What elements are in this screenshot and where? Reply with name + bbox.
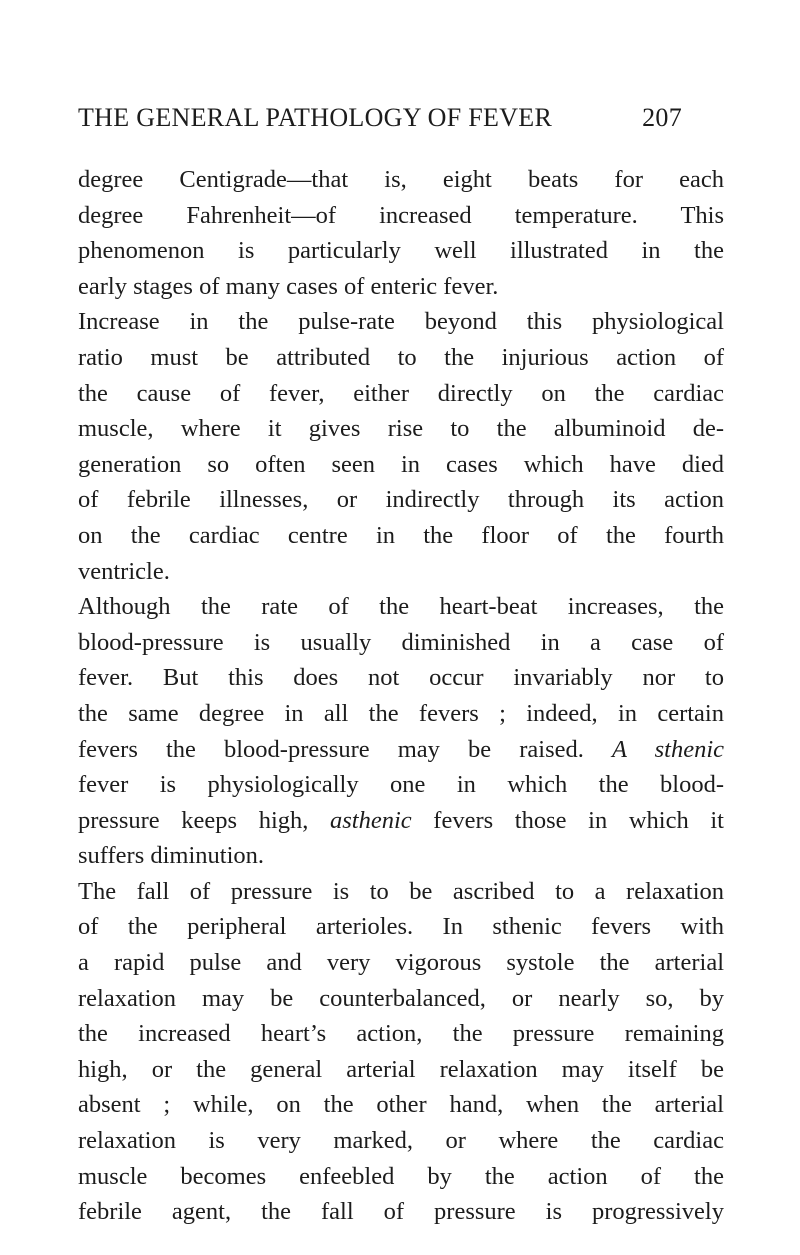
text-line [78, 1016, 724, 1052]
text-segment: The fall of pressure is to be ascribed to a relaxation [78, 877, 724, 905]
text-segment: fever. But this does not occur invariably nor to [78, 664, 724, 692]
text-line [78, 945, 724, 981]
text-segment: fever is physiologically one in which the blood- [78, 771, 724, 799]
text-line [78, 1194, 724, 1230]
text-line [78, 732, 724, 768]
text-line [78, 554, 724, 590]
text-line [78, 162, 724, 198]
text-line [78, 625, 724, 661]
text-segment: ratio must be attributed to the injurious action of [78, 343, 724, 371]
text-line [78, 518, 724, 554]
page-number: 207 [642, 103, 682, 132]
text-segment: the cause of fever, either directly on the cardiac [78, 379, 724, 407]
text-line [78, 376, 724, 412]
text-segment: on the cardiac centre in the floor of the fourth [78, 521, 724, 549]
text-line [78, 411, 724, 447]
text-line [78, 909, 724, 945]
body-text [78, 162, 724, 1230]
text-line [78, 1123, 724, 1159]
text-segment: the increased heart’s action, the pressure remaining [78, 1020, 724, 1048]
text-segment: phenomenon is particularly well illustrated in the [78, 237, 724, 265]
running-title: THE GENERAL PATHOLOGY OF FEVER [78, 103, 553, 132]
text-line [78, 767, 724, 803]
text-line [78, 340, 724, 376]
text-segment: suffers diminution. [78, 842, 265, 870]
text-line [78, 874, 724, 910]
text-segment: early stages of many cases of enteric fever. [78, 272, 499, 300]
text-line [78, 233, 724, 269]
text-segment: absent ; while, on the other hand, when the arterial [78, 1091, 724, 1119]
text-line [78, 838, 724, 874]
text-segment: high, or the general arterial relaxation may itself be [78, 1055, 724, 1083]
text-line [78, 198, 724, 234]
text-line [78, 1087, 724, 1123]
text-segment: Increase in the pulse-rate beyond this physiological [78, 308, 724, 336]
text-segment: of febrile illnesses, or indirectly through its action [78, 486, 724, 514]
text-segment: generation so often seen in cases which have died [78, 450, 724, 478]
text-segment: febrile agent, the fall of pressure is progressively [78, 1198, 724, 1226]
text-line [78, 1159, 724, 1195]
text-line [78, 981, 724, 1017]
text-line [78, 482, 724, 518]
text-segment: the same degree in all the fevers ; indeed, in certain [78, 699, 724, 727]
text-segment: a rapid pulse and very vigorous systole the arterial [78, 949, 724, 977]
text-segment: fevers the blood-pressure may be raised. [78, 735, 612, 763]
text-line [78, 589, 724, 625]
text-segment: Although the rate of the heart-beat increases, the [78, 593, 724, 621]
text-segment: ventricle. [78, 557, 170, 585]
text-segment: muscle, where it gives rise to the albuminoid de- [78, 415, 724, 443]
text-line [78, 304, 724, 340]
text-line [78, 269, 724, 305]
text-segment: pressure keeps high, [78, 806, 331, 834]
text-line [78, 1052, 724, 1088]
text-segment: blood-pressure is usually diminished in a case of [78, 628, 724, 656]
text-segment: degree Fahrenheit—of increased temperature. This [78, 201, 724, 229]
text-line [78, 660, 724, 696]
text-segment: fevers those in which it [411, 806, 724, 834]
text-line [78, 803, 724, 839]
text-segment: relaxation is very marked, or where the cardiac [78, 1127, 724, 1155]
text-segment: degree Centigrade—that is, eight beats for each [78, 166, 724, 193]
text-segment: of the peripheral arterioles. In sthenic fevers with [78, 913, 724, 941]
text-line [78, 447, 724, 483]
text-line [78, 696, 724, 732]
running-header [78, 103, 682, 133]
text-segment: relaxation may be counterbalanced, or nearly so, by [78, 984, 724, 1012]
italic-text: A sthenic [611, 735, 724, 763]
italic-text: asthenic [330, 806, 412, 834]
text-segment: muscle becomes enfeebled by the action of the [78, 1162, 724, 1190]
